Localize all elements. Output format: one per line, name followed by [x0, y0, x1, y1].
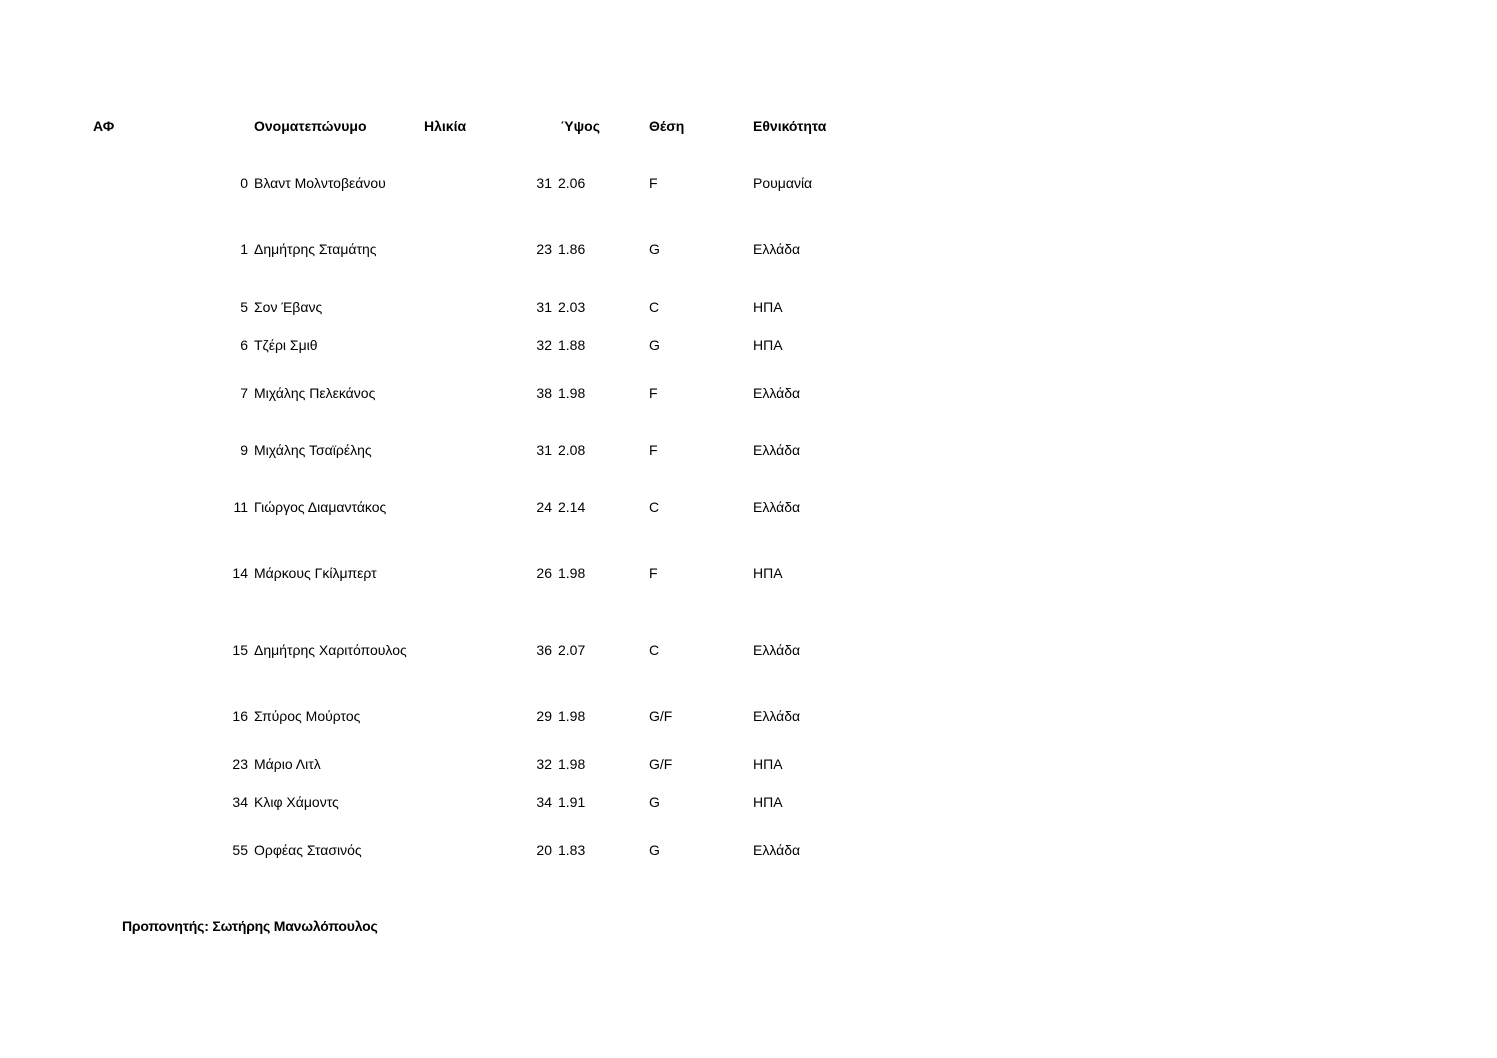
table-row — [0, 708, 1497, 726]
header-position: Θέση — [649, 118, 685, 134]
player-height: 1.98 — [558, 708, 586, 724]
player-name: Μιχάλης Πελεκάνος — [254, 385, 376, 401]
player-position: C — [649, 642, 660, 658]
player-number: 9 — [240, 442, 248, 458]
player-name: Σπύρος Μούρτος — [254, 708, 361, 724]
table-row — [0, 565, 1497, 583]
player-height: 1.91 — [558, 794, 586, 810]
player-name: Δημήτρης Χαριτόπουλος — [254, 642, 407, 658]
player-position: F — [649, 442, 658, 458]
player-position: C — [649, 499, 660, 515]
player-height: 1.88 — [558, 337, 586, 353]
player-age: 34 — [536, 794, 552, 810]
player-age: 32 — [536, 337, 552, 353]
player-nationality: Ελλάδα — [753, 385, 801, 401]
player-number: 15 — [232, 642, 248, 658]
player-height: 1.86 — [558, 241, 586, 257]
player-nationality: ΗΠΑ — [753, 756, 783, 772]
player-number: 6 — [240, 337, 248, 353]
table-row — [0, 756, 1497, 774]
player-age: 24 — [536, 499, 552, 515]
player-age: 23 — [536, 241, 552, 257]
table-header — [0, 118, 1497, 136]
player-name: Βλαντ Μολντοβεάνου — [254, 175, 386, 191]
player-position: C — [649, 299, 660, 315]
player-position: G — [649, 337, 660, 353]
player-name: Δημήτρης Σταμάτης — [254, 241, 377, 257]
player-number: 23 — [232, 756, 248, 772]
player-height: 1.83 — [558, 842, 586, 858]
header-age: Ηλικία — [424, 118, 467, 134]
player-height: 2.08 — [558, 442, 586, 458]
player-age: 29 — [536, 708, 552, 724]
player-position: G — [649, 842, 660, 858]
player-position: G — [649, 241, 660, 257]
player-number: 7 — [240, 385, 248, 401]
header-name: Ονοματεπώνυμο — [254, 118, 367, 134]
player-nationality: ΗΠΑ — [753, 299, 783, 315]
player-height: 1.98 — [558, 565, 586, 581]
player-number: 11 — [233, 499, 248, 515]
player-name: Γιώργος Διαμαντάκος — [254, 499, 387, 515]
table-row — [0, 385, 1497, 403]
player-nationality: Ελλάδα — [753, 842, 801, 858]
player-name: Ορφέας Στασινός — [254, 842, 362, 858]
player-nationality: Ρουμανία — [753, 175, 813, 191]
player-position: F — [649, 385, 658, 401]
player-position: G — [649, 794, 660, 810]
player-nationality: Ελλάδα — [753, 708, 801, 724]
player-name: Κλιφ Χάμοντς — [254, 794, 339, 810]
table-row — [0, 842, 1497, 860]
table-row — [0, 299, 1497, 317]
table-row — [0, 642, 1497, 660]
player-height: 2.03 — [558, 299, 586, 315]
player-nationality: ΗΠΑ — [753, 794, 783, 810]
player-age: 38 — [536, 385, 552, 401]
player-number: 5 — [240, 299, 248, 315]
player-nationality: Ελλάδα — [753, 442, 801, 458]
player-nationality: Ελλάδα — [753, 642, 801, 658]
header-height: Ύψος — [560, 118, 600, 134]
player-nationality: ΗΠΑ — [753, 565, 783, 581]
player-position: F — [649, 565, 658, 581]
player-nationality: ΗΠΑ — [753, 337, 783, 353]
player-name: Μιχάλης Τσαϊρέλης — [254, 442, 372, 458]
player-number: 0 — [240, 175, 248, 191]
coach-label: Προπονητής: Σωτήρης Μανωλόπουλος — [122, 918, 378, 934]
player-height: 1.98 — [558, 756, 586, 772]
player-number: 16 — [232, 708, 248, 724]
player-name: Σον Έβανς — [254, 299, 323, 315]
player-age: 31 — [536, 175, 552, 191]
player-age: 20 — [536, 842, 552, 858]
player-position: G/F — [649, 756, 673, 772]
header-nationality: Εθνικότητα — [753, 118, 827, 134]
player-nationality: Ελλάδα — [753, 499, 801, 515]
table-row — [0, 337, 1497, 355]
player-height: 1.98 — [558, 385, 586, 401]
player-age: 32 — [536, 756, 552, 772]
player-position: G/F — [649, 708, 673, 724]
player-number: 14 — [232, 565, 248, 581]
player-height: 2.14 — [558, 499, 586, 515]
header-af: ΑΦ — [93, 118, 115, 134]
player-age: 26 — [536, 565, 552, 581]
player-age: 31 — [536, 299, 552, 315]
table-row — [0, 175, 1497, 193]
table-row — [0, 499, 1497, 517]
player-age: 31 — [536, 442, 552, 458]
table-row — [0, 442, 1497, 460]
player-age: 36 — [536, 642, 552, 658]
player-position: F — [649, 175, 658, 191]
table-row — [0, 794, 1497, 812]
player-name: Μάρκους Γκίλμπερτ — [254, 565, 377, 581]
player-number: 55 — [232, 842, 248, 858]
player-number: 1 — [240, 241, 248, 257]
player-height: 2.06 — [558, 175, 586, 191]
player-number: 34 — [232, 794, 248, 810]
player-name: Μάριο Λιτλ — [254, 756, 321, 772]
player-height: 2.07 — [558, 642, 586, 658]
table-row — [0, 241, 1497, 259]
player-nationality: Ελλάδα — [753, 241, 801, 257]
player-name: Τζέρι Σμιθ — [254, 337, 318, 353]
